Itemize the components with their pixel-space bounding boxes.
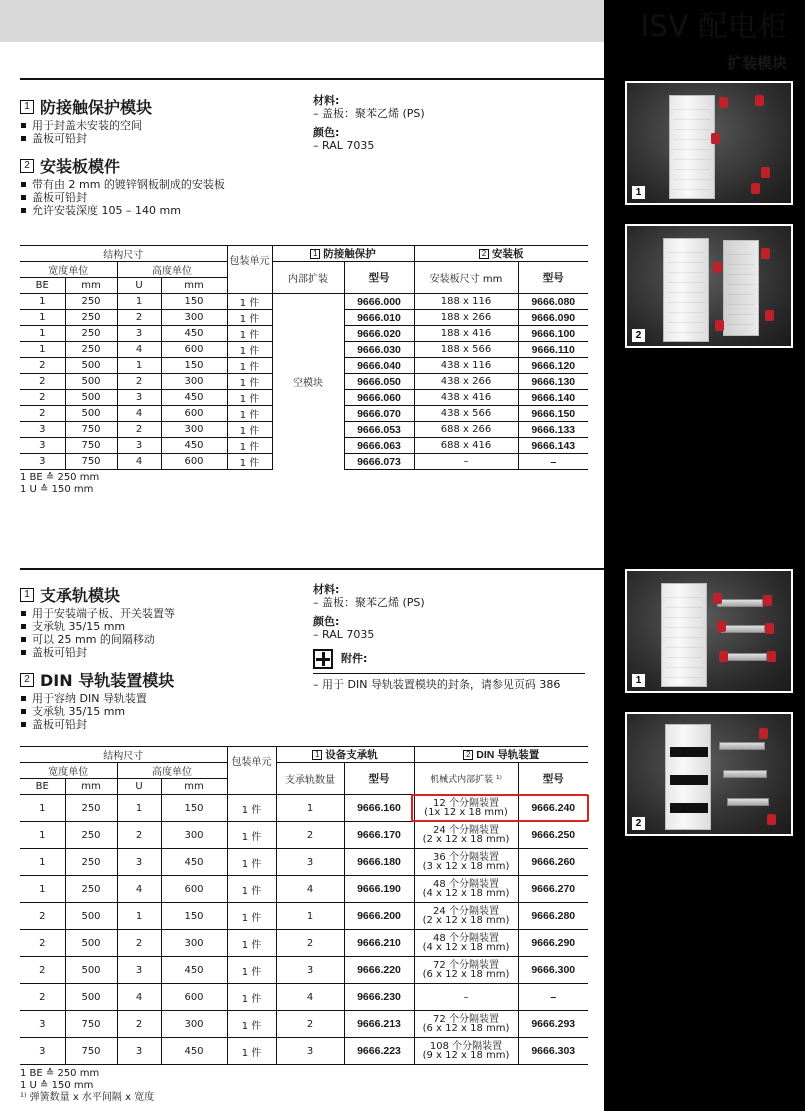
cell-model-2: 9666.120 — [518, 358, 588, 374]
cell-width-mm: 250 — [65, 795, 117, 822]
cell-plate-size: 438 x 116 — [414, 358, 518, 374]
mech-line-2: (3 x 12 x 18 mm) — [422, 861, 510, 872]
accessory-value: – 用于 DIN 导轨装置模块的封条，请参见页码 386 — [313, 673, 585, 691]
cell-mech-inner — [414, 957, 518, 984]
cell-model-2: 9666.133 — [518, 422, 588, 438]
cell-height-mm: 300 — [161, 310, 227, 326]
cell-u: 4 — [117, 454, 161, 470]
cell-pack: 1 件 — [227, 1011, 276, 1038]
cell-mech-inner — [414, 930, 518, 957]
material-value: – 盖板：聚苯乙烯 (PS) — [313, 596, 425, 609]
item-number-box: 1 — [20, 100, 34, 114]
cell-model: 9666.010 — [344, 310, 414, 326]
cell-height-mm: 300 — [161, 1011, 227, 1038]
header-bar — [0, 0, 604, 42]
photo-number: 2 — [632, 329, 645, 342]
cell-be: 2 — [20, 930, 65, 957]
bullet-item: 盖板可铅封 — [20, 132, 152, 145]
cell-pack: 1 件 — [227, 876, 276, 903]
mech-line-1: 36 个分隔装置 — [433, 852, 499, 863]
cell-height-mm: 600 — [161, 876, 227, 903]
table-row — [20, 984, 588, 1011]
header-mm: mm — [65, 278, 117, 294]
table-row — [20, 876, 588, 903]
cell-inner: 空模块 — [272, 294, 344, 470]
cell-plate-size: 688 x 266 — [414, 422, 518, 438]
cell-u: 2 — [117, 822, 161, 849]
cell-mech-inner — [414, 984, 518, 1011]
cell-mech-inner — [414, 1038, 518, 1065]
page-title: ISV 配电柜 — [640, 9, 787, 43]
bullet-item: 支承轨 35/15 mm — [20, 620, 175, 633]
item-number-box: 2 — [20, 673, 34, 687]
cell-pack: 1 件 — [227, 454, 272, 470]
cell-pack: 1 件 — [227, 984, 276, 1011]
header-mm: mm — [161, 779, 227, 795]
cell-height-mm: 450 — [161, 326, 227, 342]
mounting-plate-module-photo — [625, 224, 793, 348]
section-divider — [20, 568, 604, 570]
bullet-list — [20, 692, 174, 731]
cell-plate-size: 188 x 416 — [414, 326, 518, 342]
header-mm: mm — [65, 779, 117, 795]
header-mm: mm — [161, 278, 227, 294]
material-value: – 盖板：聚苯乙烯 (PS) — [313, 107, 425, 120]
cell-pack: 1 件 — [227, 849, 276, 876]
cell-pack: 1 件 — [227, 342, 272, 358]
cell-width-mm: 250 — [65, 310, 117, 326]
cell-width-mm: 250 — [65, 294, 117, 310]
cell-rail-count: 4 — [276, 984, 344, 1011]
cell-pack: 1 件 — [227, 310, 272, 326]
header-rail-count: 支承轨数量 — [276, 763, 344, 795]
cell-model-2: 9666.293 — [518, 1011, 588, 1038]
cell-rail-count: 3 — [276, 849, 344, 876]
cell-be: 3 — [20, 422, 65, 438]
cell-u: 3 — [117, 390, 161, 406]
mech-line-2: (1x 12 x 18 mm) — [424, 807, 508, 818]
bullet-item: 可以 25 mm 的间隔移动 — [20, 633, 175, 646]
cell-model-2: 9666.290 — [518, 930, 588, 957]
cell-width-mm: 500 — [65, 374, 117, 390]
cell-pack: 1 件 — [227, 1038, 276, 1065]
cell-pack: 1 件 — [227, 374, 272, 390]
cell-pack: 1 件 — [227, 358, 272, 374]
cell-model: 9666.170 — [344, 822, 414, 849]
mech-line-1: – — [463, 991, 469, 1003]
cell-rail-count: 1 — [276, 795, 344, 822]
cell-mech-inner — [414, 822, 518, 849]
header-group-1: 1 防接触保护 — [272, 246, 414, 262]
cell-model: 9666.060 — [344, 390, 414, 406]
header-model-2: 型号 — [518, 763, 588, 795]
header-group-2: 2 DIN 导轨装置 — [414, 747, 588, 763]
cell-height-mm: 300 — [161, 422, 227, 438]
accessory-label: 附件: — [341, 652, 368, 665]
table-row — [20, 1011, 588, 1038]
table-row — [20, 903, 588, 930]
cell-model: 9666.213 — [344, 1011, 414, 1038]
blanking-module-photo — [625, 81, 793, 205]
mech-line-2: (4 x 12 x 18 mm) — [422, 888, 510, 899]
cell-height-mm: 600 — [161, 406, 227, 422]
support-rail-module-photo — [625, 569, 793, 693]
cell-u: 1 — [117, 795, 161, 822]
cell-u: 4 — [117, 342, 161, 358]
cell-be: 2 — [20, 903, 65, 930]
cell-plate-size: – — [414, 454, 518, 470]
mech-line-1: 48 个分隔装置 — [433, 879, 499, 890]
cell-u: 1 — [117, 358, 161, 374]
mech-line-1: 24 个分隔装置 — [433, 825, 499, 836]
cell-be: 2 — [20, 374, 65, 390]
cell-u: 3 — [117, 849, 161, 876]
cell-pack: 1 件 — [227, 795, 276, 822]
cell-model: 9666.063 — [344, 438, 414, 454]
cell-model: 9666.223 — [344, 1038, 414, 1065]
color-label: 颜色: — [313, 615, 340, 628]
header-u: U — [117, 278, 161, 294]
mech-line-1: 72 个分隔装置 — [433, 960, 499, 971]
table-row — [20, 849, 588, 876]
cell-u: 4 — [117, 876, 161, 903]
cell-pack: 1 件 — [227, 294, 272, 310]
material-label: 材料: — [313, 94, 340, 107]
cell-rail-count: 3 — [276, 957, 344, 984]
note: 1 U ≙ 150 mm — [20, 484, 94, 495]
header-group-2: 2 安装板 — [414, 246, 588, 262]
cell-model-2: 9666.280 — [518, 903, 588, 930]
mech-line-1: 108 个分隔装置 — [429, 1041, 503, 1052]
cell-model: 9666.190 — [344, 876, 414, 903]
cell-model-2: – — [518, 984, 588, 1011]
mech-line-1: 72 个分隔装置 — [433, 1014, 499, 1025]
cell-u: 3 — [117, 1038, 161, 1065]
cell-width-mm: 750 — [65, 454, 117, 470]
cell-model: 9666.220 — [344, 957, 414, 984]
note: 1 BE ≙ 250 mm — [20, 1068, 100, 1079]
mech-line-1: 48 个分隔装置 — [433, 933, 499, 944]
material-label: 材料: — [313, 583, 340, 596]
cell-be: 1 — [20, 849, 65, 876]
cell-width-mm: 500 — [65, 903, 117, 930]
cell-height-mm: 300 — [161, 930, 227, 957]
table-row — [20, 822, 588, 849]
cell-width-mm: 750 — [65, 422, 117, 438]
cell-u: 2 — [117, 930, 161, 957]
cell-plate-size: 438 x 266 — [414, 374, 518, 390]
cell-rail-count: 2 — [276, 930, 344, 957]
bullet-item: 用于容纳 DIN 导轨装置 — [20, 692, 174, 705]
cell-be: 1 — [20, 310, 65, 326]
note: 1 BE ≙ 250 mm — [20, 472, 100, 483]
spec-table-1 — [20, 245, 588, 470]
cell-height-mm: 300 — [161, 374, 227, 390]
cell-width-mm: 250 — [65, 822, 117, 849]
cell-be: 2 — [20, 406, 65, 422]
cell-be: 3 — [20, 454, 65, 470]
cell-pack: 1 件 — [227, 930, 276, 957]
highlight-box — [411, 794, 589, 822]
cell-model: 9666.050 — [344, 374, 414, 390]
section2-item2 — [20, 668, 174, 731]
header-width-unit: 宽度单位 — [20, 262, 117, 278]
cell-rail-count: 4 — [276, 876, 344, 903]
cell-plate-size: 188 x 266 — [414, 310, 518, 326]
bullet-item: 用于封盖未安装的空间 — [20, 119, 152, 132]
header-be: BE — [20, 278, 65, 294]
cell-model: 9666.000 — [344, 294, 414, 310]
photo-number: 1 — [632, 186, 645, 199]
cell-u: 1 — [117, 903, 161, 930]
cell-model-2: 9666.090 — [518, 310, 588, 326]
table2-notes — [20, 1068, 154, 1104]
cell-be: 1 — [20, 822, 65, 849]
cell-height-mm: 600 — [161, 454, 227, 470]
cell-pack: 1 件 — [227, 422, 272, 438]
cell-mech-inner — [414, 849, 518, 876]
cell-be: 1 — [20, 876, 65, 903]
cell-mech-inner — [414, 903, 518, 930]
cell-width-mm: 500 — [65, 957, 117, 984]
cell-model-2: 9666.100 — [518, 326, 588, 342]
cell-be: 2 — [20, 957, 65, 984]
mech-line-1: 24 个分隔装置 — [433, 906, 499, 917]
cell-model: 9666.200 — [344, 903, 414, 930]
cell-rail-count: 2 — [276, 822, 344, 849]
header-height-unit: 高度单位 — [117, 763, 227, 779]
cell-model-2: 9666.250 — [518, 822, 588, 849]
cell-mech-inner — [414, 1011, 518, 1038]
cell-width-mm: 500 — [65, 984, 117, 1011]
cell-width-mm: 750 — [65, 1011, 117, 1038]
header-model: 型号 — [344, 763, 414, 795]
cell-model: 9666.030 — [344, 342, 414, 358]
cell-height-mm: 150 — [161, 294, 227, 310]
cell-model: 9666.160 — [344, 795, 414, 822]
cell-pack: 1 件 — [227, 822, 276, 849]
mech-line-2: (6 x 12 x 18 mm) — [422, 1023, 510, 1034]
cell-height-mm: 600 — [161, 342, 227, 358]
cell-be: 3 — [20, 1011, 65, 1038]
cell-height-mm: 450 — [161, 1038, 227, 1065]
bullet-item: 盖板可铅封 — [20, 646, 175, 659]
cell-height-mm: 450 — [161, 849, 227, 876]
bullet-item: 用于安装端子板、开关装置等 — [20, 607, 175, 620]
cell-model: 9666.020 — [344, 326, 414, 342]
cell-pack: 1 件 — [227, 390, 272, 406]
table1-notes — [20, 472, 99, 496]
cell-plate-size: 688 x 416 — [414, 438, 518, 454]
header-be: BE — [20, 779, 65, 795]
cell-model: 9666.210 — [344, 930, 414, 957]
cell-u: 3 — [117, 438, 161, 454]
bullet-item: 允许安装深度 105 – 140 mm — [20, 204, 225, 217]
section-divider — [20, 78, 604, 80]
cell-width-mm: 750 — [65, 1038, 117, 1065]
cell-model-2: 9666.150 — [518, 406, 588, 422]
header-struct: 结构尺寸 — [20, 747, 227, 763]
cell-be: 2 — [20, 358, 65, 374]
cell-height-mm: 600 — [161, 984, 227, 1011]
cell-width-mm: 500 — [65, 406, 117, 422]
cell-height-mm: 300 — [161, 822, 227, 849]
cell-pack: 1 件 — [227, 406, 272, 422]
item-title: 支承轨模块 — [40, 586, 121, 605]
cell-plate-size: 188 x 116 — [414, 294, 518, 310]
cell-width-mm: 250 — [65, 849, 117, 876]
header-model: 型号 — [344, 262, 414, 294]
cell-be: 1 — [20, 795, 65, 822]
header-mech-inner: 机械式内部扩装 ¹⁾ — [414, 763, 518, 795]
bullet-list — [20, 178, 225, 217]
cell-pack: 1 件 — [227, 903, 276, 930]
bullet-item: 带有由 2 mm 的镀锌钢板制成的安装板 — [20, 178, 225, 191]
header-group-1: 1 设备支承轨 — [276, 747, 414, 763]
section1-item1 — [20, 95, 152, 145]
cell-u: 4 — [117, 984, 161, 1011]
cell-model-2: 9666.140 — [518, 390, 588, 406]
item-title: DIN 导轨装置模块 — [40, 671, 175, 690]
cell-model: 9666.040 — [344, 358, 414, 374]
bullet-item: 盖板可铅封 — [20, 718, 174, 731]
cell-be: 1 — [20, 342, 65, 358]
plus-icon — [313, 649, 333, 669]
cell-rail-count: 2 — [276, 1011, 344, 1038]
bullet-list — [20, 607, 175, 659]
header-width-unit: 宽度单位 — [20, 763, 117, 779]
cell-u: 1 — [117, 294, 161, 310]
cell-mech-inner — [414, 876, 518, 903]
cell-u: 2 — [117, 422, 161, 438]
header-plate-size: 安装板尺寸 mm — [414, 262, 518, 294]
cell-width-mm: 250 — [65, 326, 117, 342]
cell-model: 9666.180 — [344, 849, 414, 876]
item-number-box: 2 — [20, 159, 34, 173]
mech-line-2: (4 x 12 x 18 mm) — [422, 942, 510, 953]
cell-height-mm: 450 — [161, 390, 227, 406]
note: ¹⁾ 弹簧数量 x 水平间隔 x 宽度 — [20, 1092, 155, 1103]
cell-u: 4 — [117, 406, 161, 422]
color-label: 颜色: — [313, 126, 340, 139]
table-row — [20, 930, 588, 957]
note: 1 U ≙ 150 mm — [20, 1080, 94, 1091]
cell-model-2: 9666.130 — [518, 374, 588, 390]
cell-u: 3 — [117, 326, 161, 342]
cell-be: 3 — [20, 1038, 65, 1065]
header-pack: 包装单元 — [227, 747, 276, 795]
cell-pack: 1 件 — [227, 957, 276, 984]
cell-rail-count: 3 — [276, 1038, 344, 1065]
cell-model-2: 9666.303 — [518, 1038, 588, 1065]
cell-rail-count: 1 — [276, 903, 344, 930]
cell-be: 2 — [20, 390, 65, 406]
cell-pack: 1 件 — [227, 438, 272, 454]
cell-be: 1 — [20, 294, 65, 310]
mech-line-2: (6 x 12 x 18 mm) — [422, 969, 510, 980]
header-struct: 结构尺寸 — [20, 246, 227, 262]
cell-pack: 1 件 — [227, 326, 272, 342]
cell-height-mm: 450 — [161, 438, 227, 454]
header-height-unit: 高度单位 — [117, 262, 227, 278]
item-number-box: 1 — [20, 588, 34, 602]
color-value: – RAL 7035 — [313, 628, 375, 641]
cell-u: 2 — [117, 1011, 161, 1038]
photo-number: 1 — [632, 674, 645, 687]
bullet-list — [20, 119, 152, 145]
din-rail-module-photo — [625, 712, 793, 836]
table-row — [20, 1038, 588, 1065]
header-u: U — [117, 779, 161, 795]
bullet-item: 盖板可铅封 — [20, 191, 225, 204]
cell-model-2: 9666.240 — [518, 795, 588, 822]
section2-item1 — [20, 583, 175, 659]
cell-be: 1 — [20, 326, 65, 342]
cell-width-mm: 500 — [65, 930, 117, 957]
cell-model: 9666.230 — [344, 984, 414, 1011]
table-row — [20, 294, 588, 310]
cell-u: 2 — [117, 310, 161, 326]
cell-model: 9666.073 — [344, 454, 414, 470]
cell-be: 2 — [20, 984, 65, 1011]
header-model-2: 型号 — [518, 262, 588, 294]
cell-model-2: 9666.270 — [518, 876, 588, 903]
page-subtitle: 扩装模块 — [726, 54, 787, 72]
mech-line-2: (2 x 12 x 18 mm) — [422, 834, 510, 845]
cell-width-mm: 250 — [65, 342, 117, 358]
table-row — [20, 957, 588, 984]
cell-model-2: 9666.110 — [518, 342, 588, 358]
cell-model: 9666.070 — [344, 406, 414, 422]
item-title: 防接触保护模块 — [40, 98, 153, 117]
cell-be: 3 — [20, 438, 65, 454]
cell-model-2: 9666.300 — [518, 957, 588, 984]
mech-line-2: (9 x 12 x 18 mm) — [422, 1050, 510, 1061]
cell-model-2: 9666.080 — [518, 294, 588, 310]
cell-u: 2 — [117, 374, 161, 390]
cell-height-mm: 150 — [161, 358, 227, 374]
cell-model-2: 9666.143 — [518, 438, 588, 454]
header-inner: 内部扩装 — [272, 262, 344, 294]
material-info — [313, 94, 425, 152]
mech-line-1: 12 个分隔装置 — [433, 798, 499, 809]
material-info — [313, 583, 585, 691]
cell-height-mm: 150 — [161, 795, 227, 822]
color-value: – RAL 7035 — [313, 139, 375, 152]
cell-plate-size: 188 x 566 — [414, 342, 518, 358]
cell-model-2: 9666.260 — [518, 849, 588, 876]
item-title: 安装板模件 — [40, 157, 121, 176]
mech-line-2: (2 x 12 x 18 mm) — [422, 915, 510, 926]
photo-number: 2 — [632, 817, 645, 830]
cell-width-mm: 250 — [65, 876, 117, 903]
cell-plate-size: 438 x 416 — [414, 390, 518, 406]
cell-height-mm: 450 — [161, 957, 227, 984]
cell-model-2: – — [518, 454, 588, 470]
cell-height-mm: 150 — [161, 903, 227, 930]
cell-width-mm: 500 — [65, 390, 117, 406]
bullet-item: 支承轨 35/15 mm — [20, 705, 174, 718]
cell-width-mm: 750 — [65, 438, 117, 454]
cell-width-mm: 500 — [65, 358, 117, 374]
section1-item2 — [20, 154, 225, 217]
header-pack: 包装单元 — [227, 246, 272, 294]
cell-model: 9666.053 — [344, 422, 414, 438]
cell-plate-size: 438 x 566 — [414, 406, 518, 422]
cell-u: 3 — [117, 957, 161, 984]
